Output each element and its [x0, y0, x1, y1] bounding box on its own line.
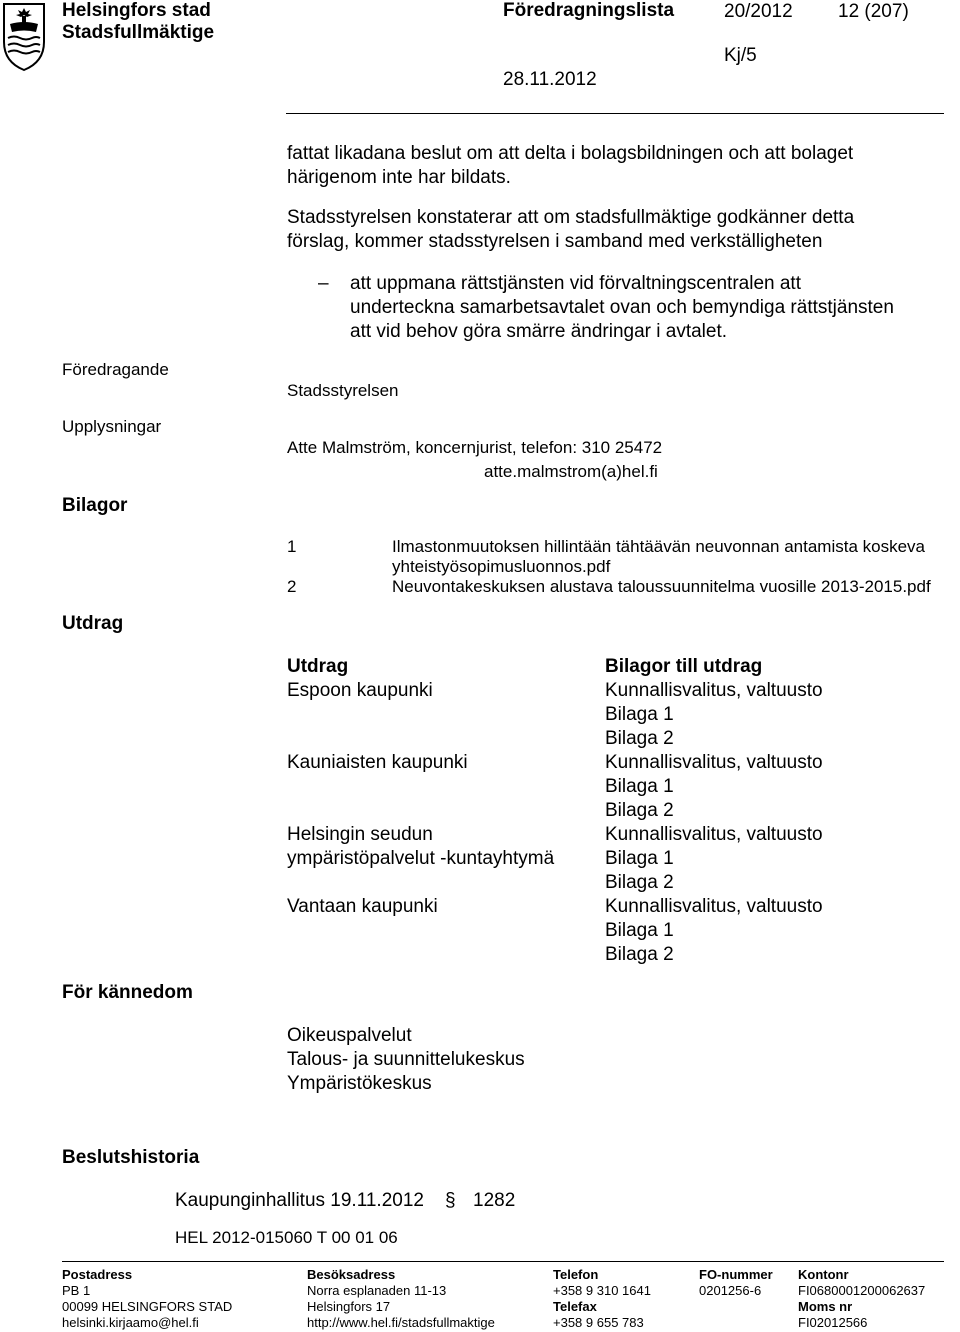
- council-name: Stadsfullmäktige: [62, 22, 215, 43]
- recipient-espoo-bilaga1: Bilaga 1: [605, 704, 674, 725]
- for-kannedom-label: För kännedom: [62, 982, 193, 1003]
- recipient-kauniainen: Kauniaisten kaupunki: [287, 752, 468, 773]
- contact-email[interactable]: atte.malmstrom(a)hel.fi: [484, 462, 658, 481]
- bullet-dash: –: [318, 273, 329, 294]
- footer-moms-label: Moms nr: [798, 1299, 853, 1314]
- footer-postadress-line2: 00099 HELSINGFORS STAD: [62, 1299, 233, 1314]
- recipient-vantaa-bilaga2: Bilaga 2: [605, 944, 674, 965]
- attachment-2-number: 2: [287, 577, 297, 596]
- history-decision-body: Kaupunginhallitus 19.11.2012: [175, 1190, 424, 1211]
- recipient-espoo-appeal: Kunnallisvalitus, valtuusto: [605, 680, 823, 701]
- footer-moms-value: FI02012566: [798, 1315, 868, 1330]
- footer-telefax-value: +358 9 655 783: [553, 1315, 644, 1330]
- footer-website-link[interactable]: http://www.hel.fi/stadsfullmaktige: [307, 1315, 495, 1330]
- foredragande-label: Föredragande: [62, 360, 169, 379]
- footer-email-link[interactable]: helsinki.kirjaamo@hel.fi: [62, 1315, 199, 1330]
- list-number: 20/2012: [724, 1, 793, 22]
- footer-besoksadress-line2: Helsingfors 17: [307, 1299, 391, 1314]
- recipient-hsy-bilaga2: Bilaga 2: [605, 872, 674, 893]
- attachment-2-link[interactable]: Neuvontakeskuksen alustava taloussuunnitelma vuosille 2013-2015.pdf: [392, 577, 931, 596]
- footer-fo-label: FO-nummer: [699, 1267, 773, 1282]
- utdrag-label: Utdrag: [62, 613, 124, 634]
- footer-telefax-label: Telefax: [553, 1299, 597, 1314]
- footer-telefon-value: +358 9 310 1641: [553, 1283, 651, 1298]
- attachment-1-link[interactable]: Ilmastonmuutoksen hillintään tähtäävän neuvonnan antamista koskeva: [392, 537, 926, 556]
- upplysningar-label: Upplysningar: [62, 417, 162, 436]
- item-number: Kj/5: [724, 45, 757, 66]
- info-recipient-2: Talous- ja suunnittelukeskus: [287, 1049, 525, 1070]
- contact-person: Atte Malmström, koncernjurist, telefon: 310 25472: [287, 438, 663, 457]
- recipient-kauniainen-appeal: Kunnallisvalitus, valtuusto: [605, 752, 823, 773]
- recipient-vantaa-appeal: Kunnallisvalitus, valtuusto: [605, 896, 823, 917]
- history-decision-number: 1282: [473, 1190, 516, 1211]
- attachment-1-number: 1: [287, 537, 297, 556]
- para1-line2: härigenom inte har bildats.: [287, 167, 511, 188]
- para1-line1: fattat likadana beslut om att delta i bolagsbildningen och att bolaget: [287, 143, 854, 164]
- page-number: 12 (207): [838, 1, 909, 22]
- recipient-vantaa-bilaga1: Bilaga 1: [605, 920, 674, 941]
- recipient-kauniainen-bilaga1: Bilaga 1: [605, 776, 674, 797]
- recipient-espoo: Espoon kaupunki: [287, 680, 433, 701]
- recipient-hsy-appeal: Kunnallisvalitus, valtuusto: [605, 824, 823, 845]
- recipient-hsy-line2: ympäristöpalvelut -kuntayhtymä: [287, 848, 555, 869]
- recipient-vantaa: Vantaan kaupunki: [287, 896, 438, 917]
- footer-fo-value: 0201256-6: [699, 1283, 762, 1298]
- para2-line2: förslag, kommer stadsstyrelsen i samband med verkställigheten: [287, 231, 823, 252]
- footer-postadress-label: Postadress: [62, 1267, 133, 1282]
- meeting-date: 28.11.2012: [503, 69, 597, 90]
- helsinki-coat-of-arms-logo: [2, 2, 46, 72]
- org-name: Helsingfors stad: [62, 0, 211, 21]
- list-name: Föredragningslista: [503, 0, 675, 21]
- footer-telefon-label: Telefon: [553, 1267, 599, 1282]
- bullet-line1: att uppmana rättstjänsten vid förvaltningscentralen att: [350, 273, 801, 294]
- footer-postadress-line1: PB 1: [62, 1283, 91, 1298]
- info-recipient-1: Oikeuspalvelut: [287, 1025, 412, 1046]
- footer-divider: [62, 1261, 944, 1262]
- foredragande-value: Stadsstyrelsen: [287, 381, 399, 400]
- attachment-1-link-cont[interactable]: yhteistyösopimusluonnos.pdf: [392, 557, 611, 576]
- extract-col-header: Utdrag: [287, 656, 349, 677]
- history-section-sign: §: [445, 1190, 456, 1211]
- recipient-espoo-bilaga2: Bilaga 2: [605, 728, 674, 749]
- info-recipient-3: Ympäristökeskus: [287, 1073, 432, 1094]
- bullet-line2: underteckna samarbetsavtalet ovan och bemyndiga rättstjänsten: [350, 297, 894, 318]
- recipient-hsy-line1: Helsingin seudun: [287, 824, 433, 845]
- footer-besoksadress-line1: Norra esplanaden 11-13: [307, 1283, 447, 1298]
- recipient-hsy-bilaga1: Bilaga 1: [605, 848, 674, 869]
- para2-line1: Stadsstyrelsen konstaterar att om stadsfullmäktige godkänner detta: [287, 207, 855, 228]
- footer-kontonr-label: Kontonr: [798, 1267, 849, 1282]
- extract-attachments-header: Bilagor till utdrag: [605, 656, 763, 677]
- bilagor-label: Bilagor: [62, 495, 128, 516]
- recipient-kauniainen-bilaga2: Bilaga 2: [605, 800, 674, 821]
- header-divider: [286, 113, 944, 114]
- footer-kontonr-value: FI0680001200062637: [798, 1283, 926, 1298]
- footer-besoksadress-label: Besöksadress: [307, 1267, 396, 1282]
- history-diary-number: HEL 2012-015060 T 00 01 06: [175, 1228, 398, 1247]
- history-label: Beslutshistoria: [62, 1147, 200, 1168]
- bullet-line3: att vid behov göra smärre ändringar i avtalet.: [350, 321, 728, 342]
